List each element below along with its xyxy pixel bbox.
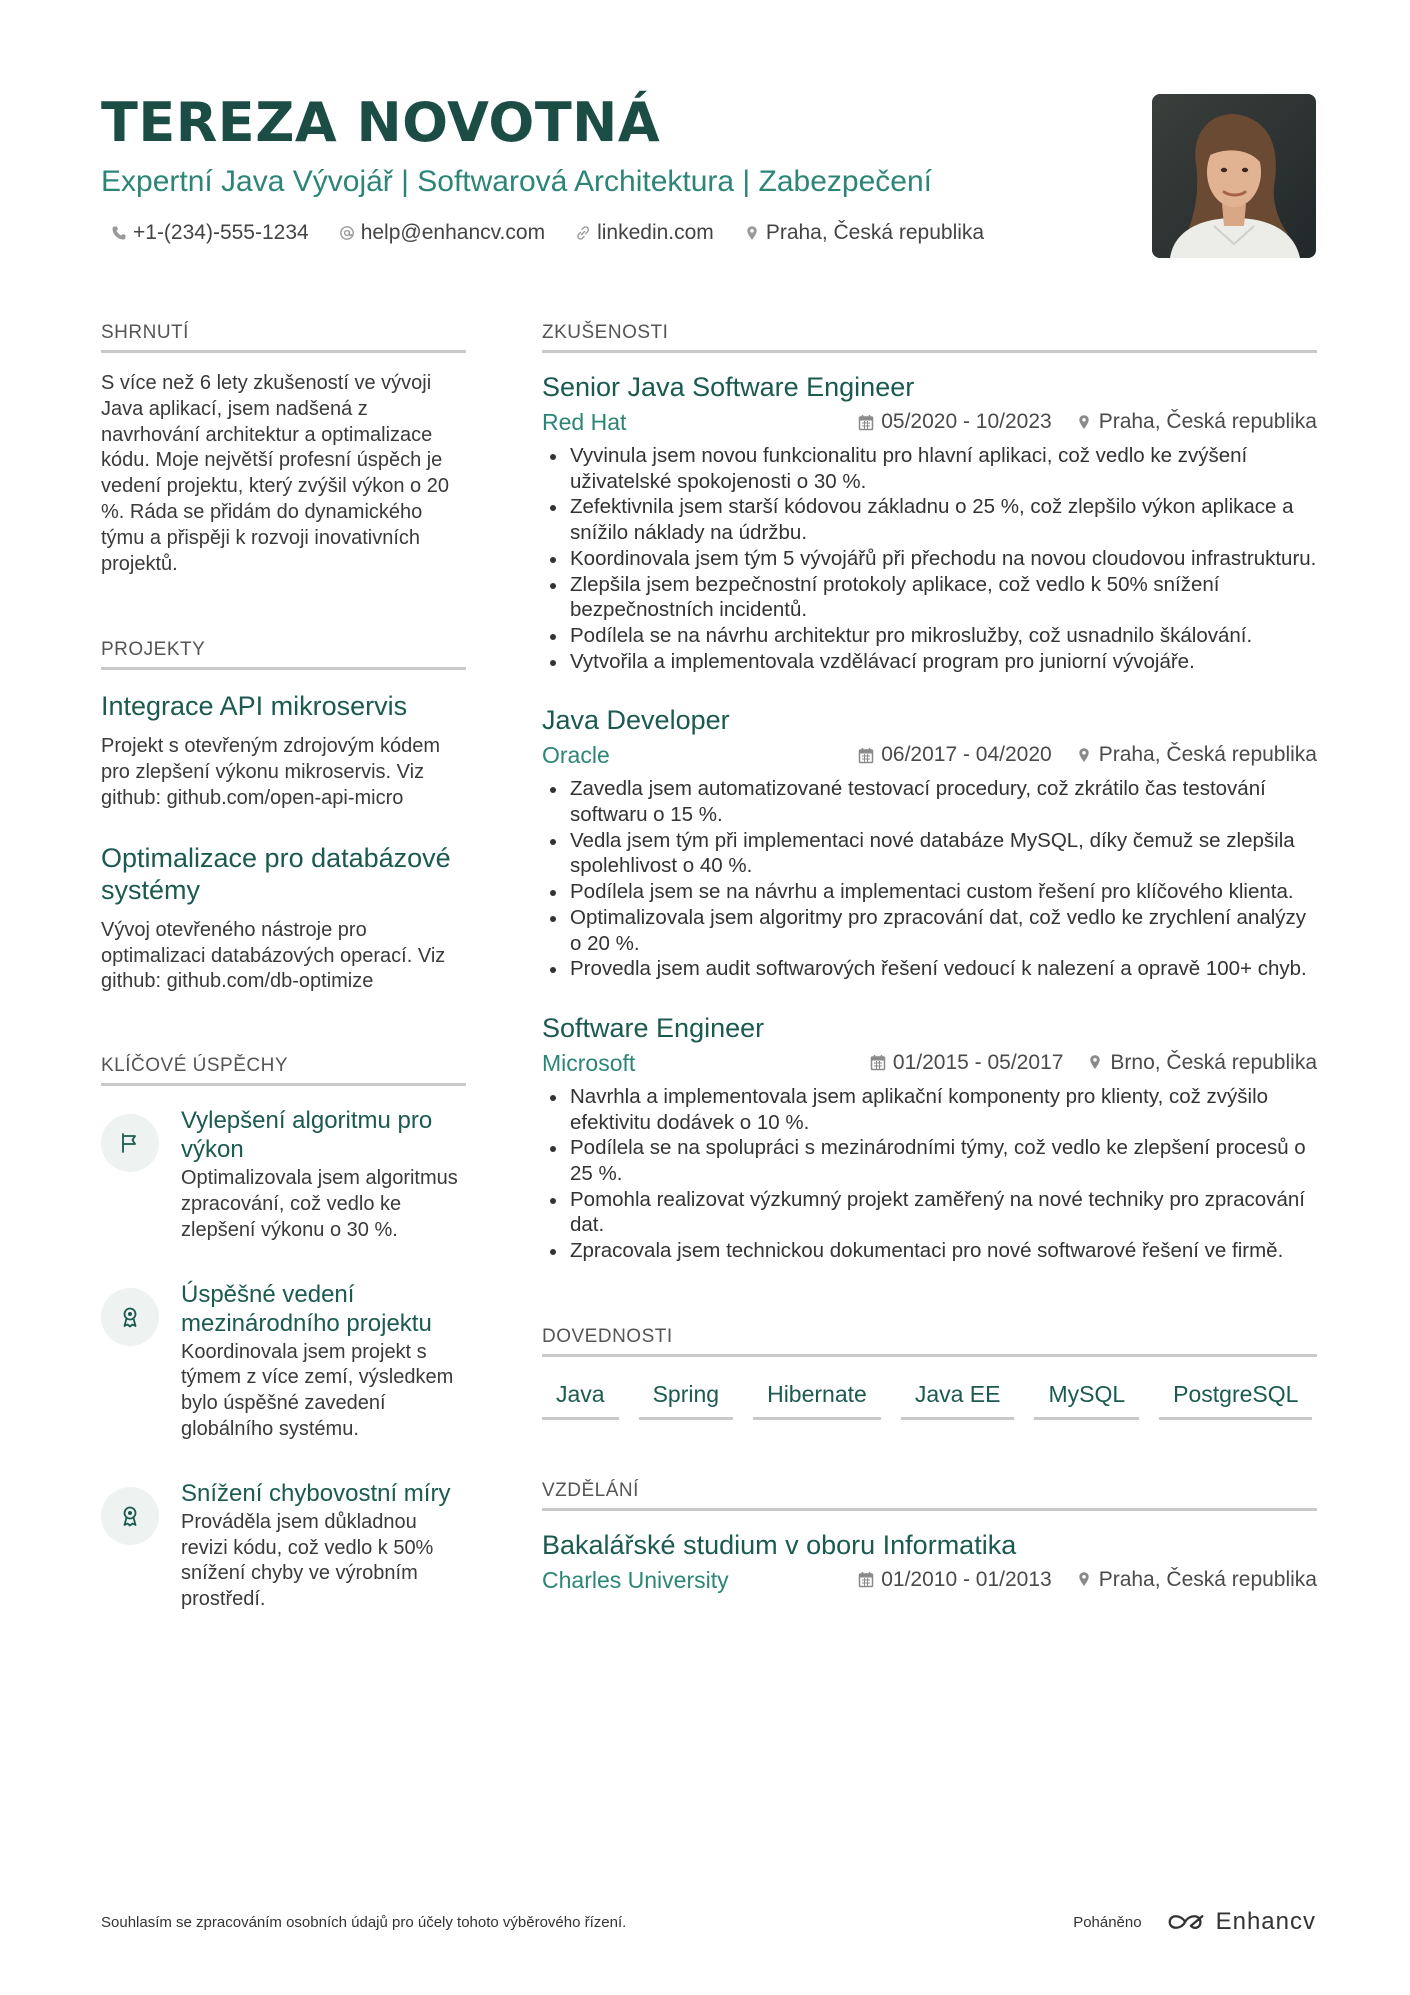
headline: Expertní Java Vývojář | Softwarová Architektura | Zabezpečení <box>101 165 932 198</box>
project-title: Optimalizace pro databázové systémy <box>101 842 451 905</box>
project-title: Integrace API mikroservis <box>101 691 408 722</box>
left-column <box>101 318 466 1649</box>
summary-text: S více než 6 lety zkušeností ve vývoji Java aplikací, jsem nadšená z navrhování architektur a optimalizace kódu. Moje největší profesní úspěch je vedení projektu, který zvýšil výkon o 20 %. Ráda se přidám do dynamického týmu a přispěji k rozvoji inovativních projektů. <box>101 372 449 575</box>
bullet-item: Vedla jsem tým při implementaci nové databáze MySQL, díky čemuž se zlepšila spolehlivost o 40 %. <box>542 828 1317 879</box>
degree-title: Bakalářské studium v oboru Informatika <box>542 1529 1017 1560</box>
skill-tag: Spring <box>639 1377 733 1420</box>
section-title-projects: PROJEKTY <box>101 635 466 670</box>
skill-tag: Java <box>542 1377 619 1420</box>
job-location: Praha, Česká republika <box>1098 743 1317 767</box>
award-icon <box>118 1504 142 1528</box>
achievement-item <box>101 1106 466 1243</box>
achievement-title: Snížení chybovostní míry <box>181 1479 451 1507</box>
profile-photo <box>1152 94 1316 258</box>
contact-location <box>744 218 984 248</box>
school-name: Charles University <box>542 1566 729 1593</box>
job-bullets <box>542 1084 1317 1264</box>
contact-bar <box>101 218 1161 248</box>
section-title-skills: DOVEDNOSTI <box>542 1322 1317 1357</box>
portrait-image <box>1152 94 1316 258</box>
project-item <box>101 842 466 995</box>
brand-logo[interactable] <box>1164 1908 1316 1936</box>
achievement-icon-wrap <box>101 1288 159 1346</box>
experience-item <box>542 1010 1317 1264</box>
bullet-item: Vyvinula jsem novou funkcionalitu pro hlavní aplikaci, což vedlo ke zvýšení uživatelské spokojenosti o 30 %. <box>542 443 1317 494</box>
education-location: Praha, Česká republika <box>1098 1567 1317 1591</box>
experience-item <box>542 369 1317 674</box>
bullet-item: Podílela se na návrhu architektur pro mikroslužby, což usnadnilo škálování. <box>542 623 1317 649</box>
experience-item <box>542 702 1317 982</box>
consent-text: Souhlasím se zpracováním osobních údajů pro účely tohoto výběrového řízení. <box>101 1913 627 1931</box>
project-description: Vývoj otevřeného nástroje pro optimalizaci databázových operací. Viz github: github.com/db-optimize <box>101 918 446 993</box>
achievement-text: Koordinovala jsem projekt s týmem z více zemí, výsledkem bylo úspěšné zavedení globálního systému. <box>181 1340 454 1440</box>
achievement-icon-wrap <box>101 1114 159 1172</box>
calendar-icon <box>858 1571 874 1588</box>
project-item <box>101 690 466 811</box>
education-dates: 01/2010 - 01/2013 <box>881 1567 1052 1591</box>
job-meta <box>542 405 1317 439</box>
linkedin-text: linkedin.com <box>597 221 714 244</box>
section-title-experience: ZKUŠENOSTI <box>542 318 1317 353</box>
job-meta <box>542 738 1317 772</box>
project-description: Projekt s otevřeným zdrojovým kódem pro zlepšení výkonu mikroservis. Viz github: github.com/open-api-micro <box>101 735 441 809</box>
at-icon <box>339 225 355 241</box>
skill-tag: PostgreSQL <box>1159 1377 1312 1420</box>
page-footer <box>101 1908 1316 1936</box>
bullet-item: Navrhla a implementovala jsem aplikační komponenty pro klienty, což zvýšilo efektivitu dodávek o 10 %. <box>542 1084 1317 1135</box>
section-title-education: VZDĚLÁNÍ <box>542 1476 1317 1511</box>
section-title-achievements: KLÍČOVÉ ÚSPĚCHY <box>101 1051 466 1086</box>
calendar-icon <box>858 414 874 431</box>
achievement-icon-wrap <box>101 1487 159 1545</box>
bullet-item: Zefektivnila jsem starší kódovou základnu o 25 %, což zlepšilo výkon aplikace a snížilo náklady na údržbu. <box>542 494 1317 545</box>
skill-tag: Java EE <box>901 1377 1015 1420</box>
bullet-item: Podílela jsem se na návrhu a implementaci custom řešení pro klíčového klienta. <box>542 879 1317 905</box>
link-icon <box>575 225 591 241</box>
bullet-item: Zpracovala jsem technickou dokumentaci pro nové softwarové řešení ve firmě. <box>542 1238 1317 1264</box>
job-location: Praha, Česká republika <box>1098 410 1317 433</box>
achievement-title: Vylepšení algoritmu pro výkon <box>181 1107 433 1164</box>
location-pin-icon <box>1076 414 1092 431</box>
company-name: Red Hat <box>542 409 627 435</box>
calendar-icon <box>870 1054 886 1071</box>
skill-tag: MySQL <box>1034 1377 1139 1420</box>
achievement-title: Úspěšné vedení mezinárodního projektu <box>181 1280 432 1337</box>
bullet-item: Koordinovala jsem tým 5 vývojářů při přechodu na novou cloudovou infrastrukturu. <box>542 546 1317 572</box>
resume-header <box>101 88 1161 248</box>
email-text: help@enhancv.com <box>360 221 546 244</box>
job-location: Brno, Česká republika <box>1110 1050 1317 1074</box>
achievement-text: Optimalizovala jsem algoritmus zpracování, což vedlo ke zlepšení výkonu o 30 %. <box>181 1167 458 1241</box>
achievement-item <box>101 1280 466 1443</box>
enhancv-logo-icon <box>1164 1910 1210 1934</box>
skills-list <box>542 1377 1317 1420</box>
flag-icon <box>118 1131 142 1155</box>
education-item <box>542 1527 1317 1597</box>
phone-text: +1-(234)-555-1234 <box>133 221 309 244</box>
bullet-item: Zlepšila jsem bezpečnostní protokoly aplikace, což vedlo k 50% snížení bezpečnostních incidentů. <box>542 572 1317 623</box>
phone-icon <box>111 225 127 241</box>
education-meta <box>542 1563 1317 1597</box>
location-pin-icon <box>1076 747 1092 764</box>
job-title: Software Engineer <box>542 1012 765 1043</box>
job-title: Senior Java Software Engineer <box>542 372 915 402</box>
location-pin-icon <box>1076 1571 1092 1588</box>
footer-brand[interactable] <box>1073 1908 1316 1936</box>
job-dates: 06/2017 - 04/2020 <box>881 743 1052 767</box>
contact-linkedin[interactable] <box>575 218 714 248</box>
bullet-item: Optimalizovala jsem algoritmy pro zpracování dat, což vedlo ke zrychlení analýzy o 20 %. <box>542 905 1317 956</box>
award-icon <box>118 1305 142 1329</box>
contact-email[interactable] <box>339 218 545 248</box>
location-pin-icon <box>744 225 760 241</box>
skill-tag: Hibernate <box>753 1377 881 1420</box>
bullet-item: Vytvořila a implementovala vzdělávací program pro juniorní vývojáře. <box>542 649 1317 675</box>
brand-name: Enhancv <box>1215 1908 1316 1935</box>
contact-phone[interactable] <box>111 218 309 248</box>
location-pin-icon <box>1087 1054 1103 1071</box>
bullet-item: Podílela se na spolupráci s mezinárodními týmy, což vedlo ke zlepšení procesů o 25 %. <box>542 1135 1317 1186</box>
location-text: Praha, Česká republika <box>765 221 985 244</box>
company-name: Oracle <box>542 742 610 769</box>
bullet-item: Zavedla jsem automatizované testovací procedury, což zkrátilo čas testování softwaru o 15 %. <box>542 776 1317 827</box>
bullet-item: Provedla jsem audit softwarových řešení vedoucí k nalezení a opravě 100+ chyb. <box>542 956 1317 982</box>
job-title: Java Developer <box>542 705 730 736</box>
job-bullets <box>542 776 1317 982</box>
calendar-icon <box>858 747 874 764</box>
company-name: Microsoft <box>542 1049 636 1076</box>
candidate-name: TEREZA NOVOTNÁ <box>101 91 661 154</box>
powered-by-text: Poháněno <box>1073 1913 1142 1931</box>
job-dates: 01/2015 - 05/2017 <box>892 1050 1064 1074</box>
job-bullets <box>542 443 1317 674</box>
section-title-summary: SHRNUTÍ <box>101 318 466 353</box>
achievement-item <box>101 1479 466 1613</box>
achievement-text: Prováděla jsem důkladnou revizi kódu, což vedlo k 50% snížení chyby ve výrobním prostředí. <box>181 1510 434 1611</box>
bullet-item: Pomohla realizovat výzkumný projekt zaměřený na nové techniky pro zpracování dat. <box>542 1187 1317 1238</box>
right-column <box>542 318 1317 1597</box>
job-meta <box>542 1046 1317 1080</box>
job-dates: 05/2020 - 10/2023 <box>881 410 1052 433</box>
